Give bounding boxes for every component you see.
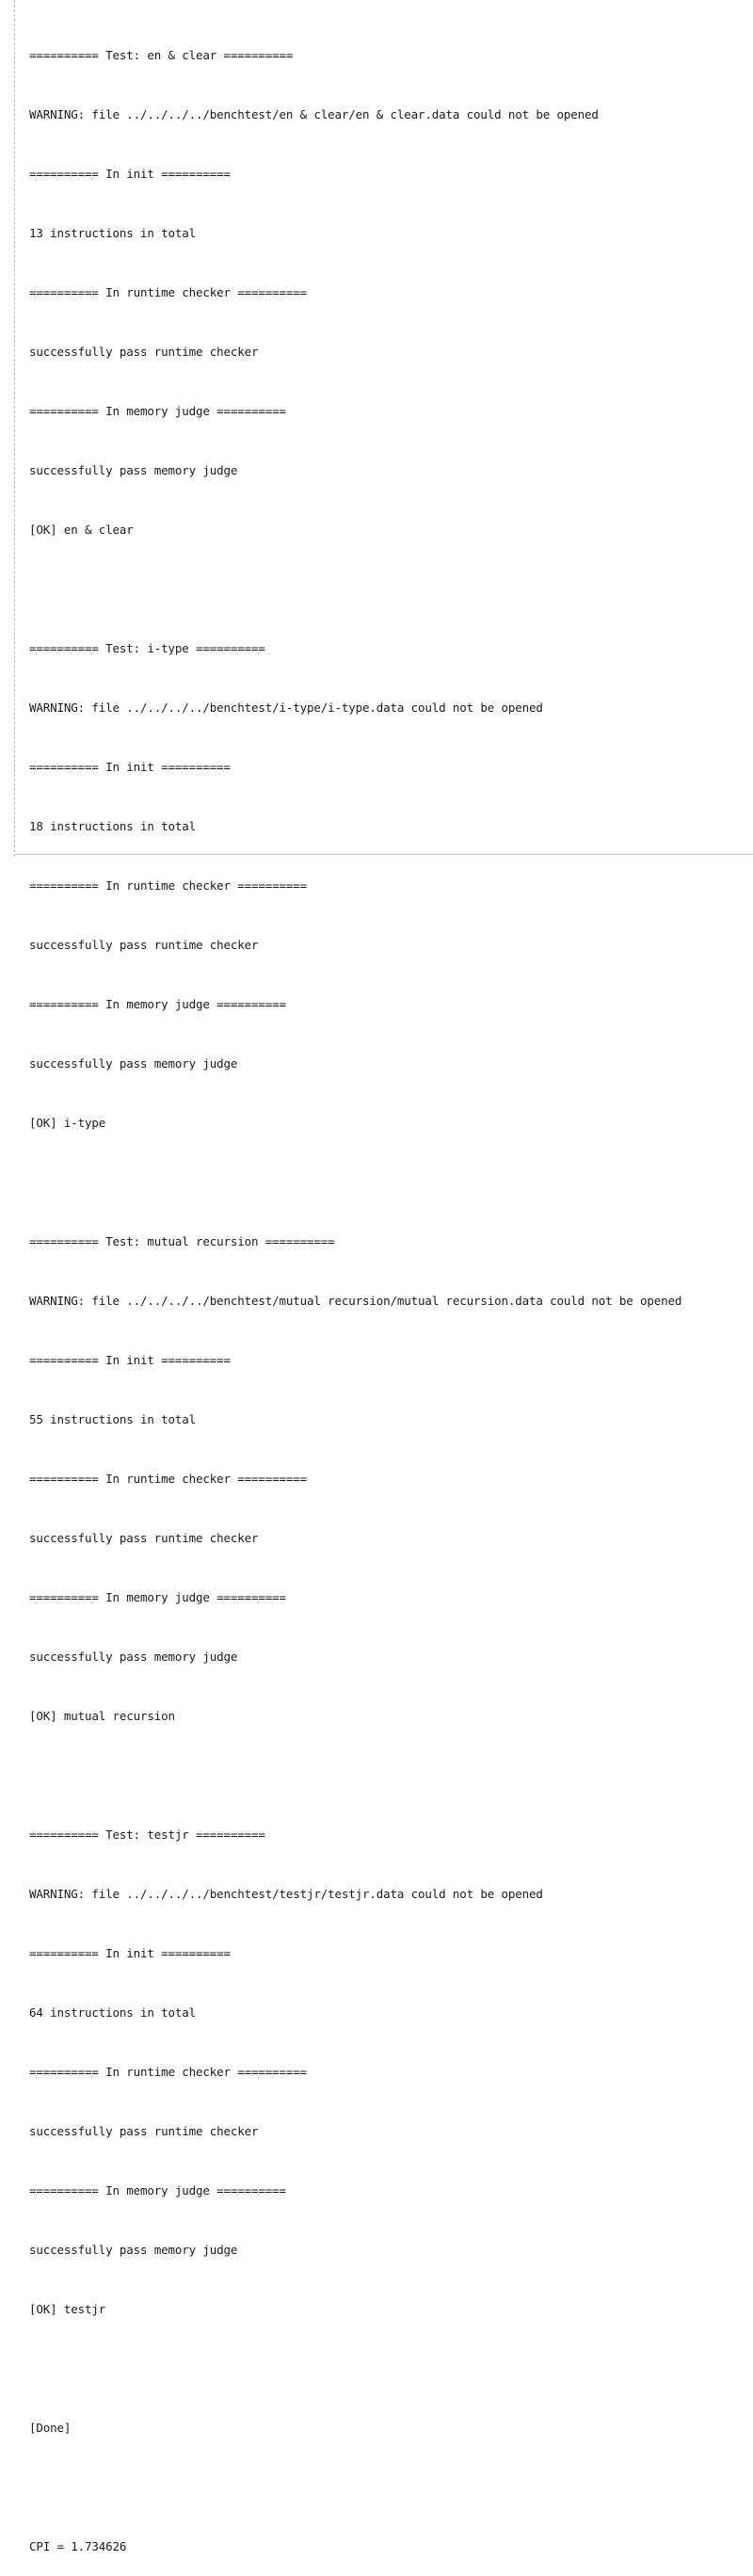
- console-line: ========== In runtime checker ==========: [29, 1472, 308, 1486]
- console-line: 18 instructions in total: [29, 819, 197, 833]
- console-line: ========== In init ==========: [29, 167, 231, 181]
- console-line: [29, 1172, 753, 1192]
- console-line: ========== In memory judge ==========: [29, 997, 286, 1011]
- console-line: [OK] i-type: [29, 1116, 106, 1130]
- console-line: ========== In memory judge ==========: [29, 2183, 286, 2198]
- console-line: WARNING: file ../../../../benchtest/mutual recursion/mutual recursion.data could not be opened: [29, 1294, 682, 1308]
- console-line: WARNING: file ../../../../benchtest/en & clear/en & clear.data could not be opened: [29, 107, 599, 121]
- console-line: successfully pass memory judge: [29, 2243, 238, 2257]
- console-line: successfully pass runtime checker: [29, 1531, 259, 1545]
- console-line: 64 instructions in total: [29, 2005, 197, 2020]
- console-line: 55 instructions in total: [29, 1412, 197, 1426]
- console-line: successfully pass memory judge: [29, 463, 238, 477]
- console-line: [29, 1765, 753, 1785]
- console-line: WARNING: file ../../../../benchtest/testjr/testjr.data could not be opened: [29, 1887, 543, 1901]
- console-line: [29, 579, 753, 599]
- console-line: ========== Test: testjr ==========: [29, 1827, 265, 1842]
- console-line: [29, 2477, 753, 2497]
- console-line: successfully pass runtime checker: [29, 2124, 259, 2138]
- console-line: [OK] en & clear: [29, 523, 134, 537]
- console-line: [OK] mutual recursion: [29, 1709, 175, 1723]
- console-output: [29, 6, 753, 2576]
- console-line: 13 instructions in total: [29, 226, 197, 240]
- console-line: ========== In memory judge ==========: [29, 1590, 286, 1604]
- console-line: [29, 2359, 753, 2378]
- console-line: ========== Test: i-type ==========: [29, 641, 265, 655]
- console-line: ========== In init ==========: [29, 1946, 231, 1960]
- console-line: ========== In runtime checker ==========: [29, 2065, 308, 2079]
- console-line: successfully pass memory judge: [29, 1650, 238, 1664]
- console-line: ========== In init ==========: [29, 760, 231, 774]
- console-line: [Done]: [29, 2421, 72, 2435]
- console-line: successfully pass memory judge: [29, 1056, 238, 1071]
- console-line: ========== In init ==========: [29, 1353, 231, 1367]
- console-line: WARNING: file ../../../../benchtest/i-type/i-type.data could not be opened: [29, 700, 543, 715]
- console-line: CPI = 1.734626: [29, 2539, 127, 2553]
- console-line: successfully pass runtime checker: [29, 345, 259, 359]
- console-line: [OK] testjr: [29, 2302, 106, 2316]
- gutter-divider: [14, 0, 15, 857]
- console-line: ========== Test: mutual recursion ==========: [29, 1234, 335, 1248]
- console-line: ========== Test: en & clear ==========: [29, 48, 294, 62]
- console-line: ========== In memory judge ==========: [29, 404, 286, 418]
- console-line: successfully pass runtime checker: [29, 938, 259, 952]
- console-line: ========== In runtime checker ==========: [29, 285, 308, 299]
- console-line: ========== In runtime checker ==========: [29, 878, 308, 893]
